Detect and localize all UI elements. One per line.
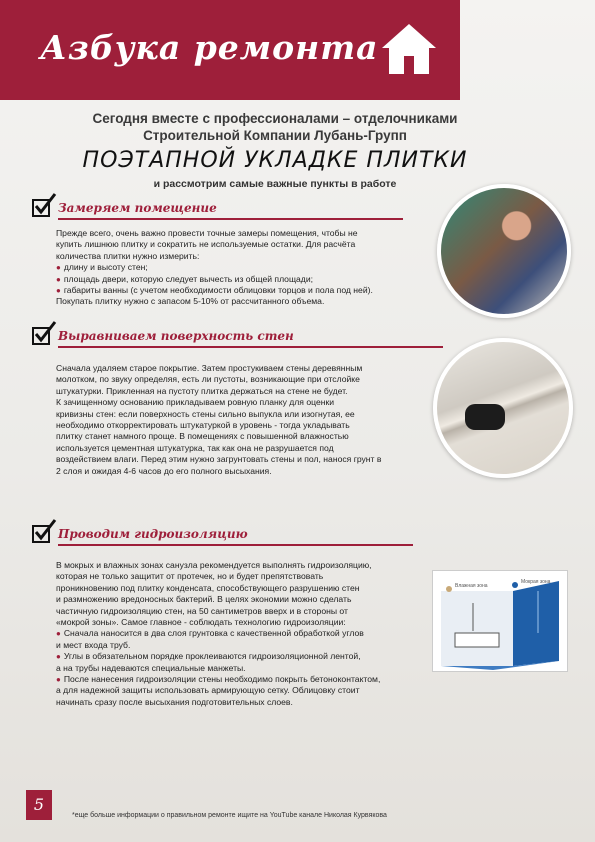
section-title: Замеряем помещение: [58, 201, 217, 215]
section-body-waterproof: В мокрых и влажных зонах санузла рекомендуется выполнять гидроизоляцию, которая не только защитит от протечек, но и будет препятствовать проникновению под плитку конденсата, способствующего разрушению стен и размножению вредоносных бактерий. В целях экономии можно сделать частичную гидроизоляцию стен, на 50 сантиметров вверх и в стороны от «мокрой зоны». Самое главное - соблюдать технологию гидроизоляции: ● Сначала наносится в два слоя грунтовка с качественной обработкой углов и мест входа труб. ● Углы в обязательном порядке проклеиваются гидроизоляционной лентой, а на трубы надеваются специальные манжеты. ● После нанесения гидроизоляции стены необходимо покрыть бетоноконтактом, а для надежной защиты использовать армирующую сетку. Облицовку стоит начинать сразу после высыхания подготовительных слоев.: [56, 560, 436, 708]
checkbox-icon: [30, 192, 58, 220]
section-title: Выравниваем поверхность стен: [58, 329, 294, 343]
zone-label-moist: Влажная зона: [455, 583, 488, 589]
header-band: [0, 0, 460, 100]
checkbox-icon: [30, 320, 58, 348]
header-title: Азбука ремонта: [40, 28, 379, 67]
photo-measuring: [437, 184, 571, 318]
headline: ПОЭТАПНОЙ УКЛАДКЕ ПЛИТКИ: [82, 148, 468, 173]
section-body-measure: Прежде всего, очень важно провести точные замеры помещения, чтобы не купить лишнюю плитку и сократить не используемые остатки. Для расчёта количества плитки нужно измерить: ● длину и высоту стен; ● площадь двери, которую следует вычесть из общей площади; ● габариты ванны (с учетом необходимости облицовки торцов и пола под ней). Покупать плитку нужно с запасом 5-10% от рассчитанного объема.: [56, 228, 441, 308]
diagram-drawing: [433, 571, 567, 671]
checkbox-icon: [30, 518, 58, 546]
zone-label-wet: Мокрая зона: [521, 579, 551, 585]
house-icon: [380, 22, 438, 76]
waterproofing-diagram: [432, 570, 568, 672]
section-rule: [58, 346, 443, 348]
section-body-level: Сначала удаляем старое покрытие. Затем простукиваем стены деревянным молотком, по звуку определяя, есть ли пустоты, возникающие при отслойке штукатурки. Прикленная на пустоту плитка держаться на стене не будет. К зачищенному основанию прикладываем ровную планку для оценки кривизны стен: если поверхность стены сильно выпукла или изогнутая, ее необходимо откорректировать штукатуркой в уровень - тогда укладывать плитку станет намного проще. В помещениях с повышенной влажностью используется цементная штукатурка, так как она не разрушается под воздействием влаги. Перед этим нужно загрунтовать стены и пол, нанося грунт в 2 слоя и ожидая 4-6 часов до его полного высыхания.: [56, 363, 382, 476]
intro-text: Сегодня вместе с профессионалами – отделочниками Строительной Компании Лубань-Групп: [92, 111, 458, 143]
photo-leveling: [433, 338, 573, 478]
section-title: Проводим гидроизоляцию: [58, 527, 248, 541]
glove-shape: [465, 404, 505, 430]
section-rule: [58, 218, 403, 220]
section-rule: [58, 544, 413, 546]
subheadline: и рассмотрим самые важные пункты в работе: [153, 178, 397, 190]
footer-note: *еще больше информации о правильном ремонте ищите на YouTube канале Николая Курвякова: [72, 812, 387, 819]
page-number: 5: [26, 790, 52, 820]
